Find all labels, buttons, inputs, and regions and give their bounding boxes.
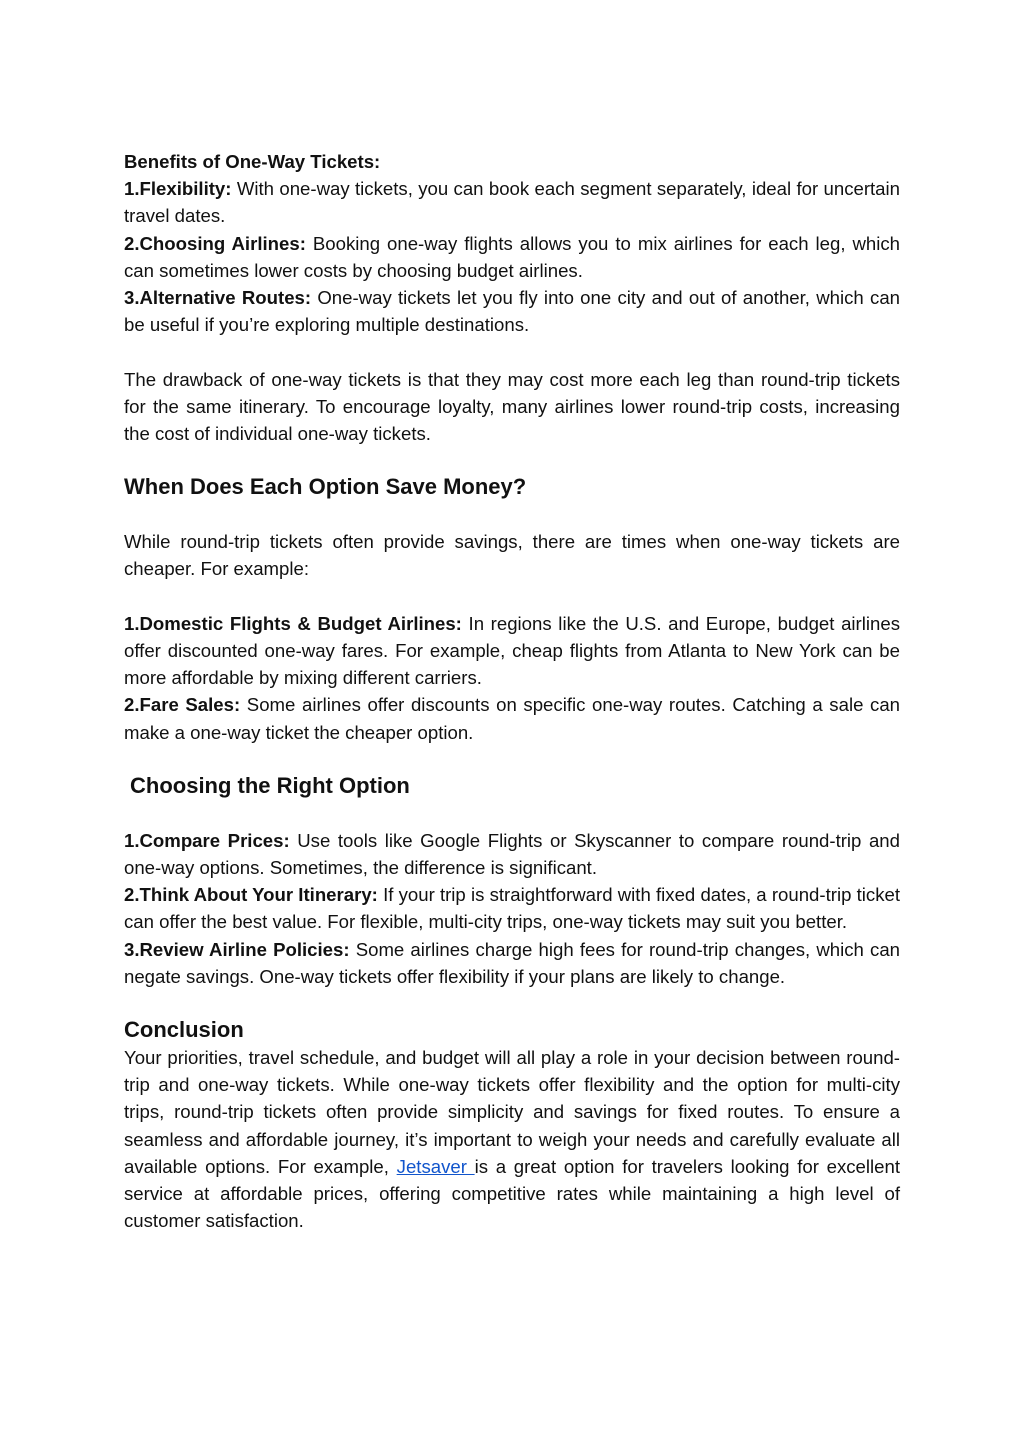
- conclusion-heading: Conclusion: [124, 1017, 244, 1043]
- benefit-item-flexibility: [124, 175, 900, 229]
- save-money-heading: When Does Each Option Save Money?: [124, 474, 527, 500]
- right-option-heading: Choosing the Right Option: [130, 772, 410, 798]
- benefit-item-text: With one-way tickets, you can book each segment separately, ideal for uncertain travel dates.: [124, 178, 900, 227]
- benefit-item-lead: 3.Alternative Routes:: [124, 287, 312, 309]
- save-item-text: In regions like the U.S. and Europe, budget airlines offer discounted one-way fares. For example, cheap flights from Atlanta to New York can be more affordable by mixing different carriers.: [124, 612, 900, 689]
- benefits-heading: Benefits of One-Way Tickets:: [124, 151, 381, 172]
- conclusion-text-before: Your priorities, travel schedule, and budget will all play a role in your decision between round-trip and one-way tickets. While one-way tickets offer flexibility and the option for multi-city trips, round-trip tickets often provide simplicity and savings for fixed routes. To ensure a seamless and affordable journey, it’s important to weigh your needs and carefully evaluate all available options. For example,: [124, 1047, 900, 1177]
- spacer: [124, 990, 900, 1016]
- save-item-text: Some airlines offer discounts on specific one-way routes. Catching a sale can make a one-way ticket the cheaper option.: [124, 694, 901, 743]
- option-item-text: Some airlines charge high fees for round-trip changes, which can negate savings. One-way tickets offer flexibility if your plans are likely to change.: [124, 938, 900, 987]
- benefit-item-text: One-way tickets let you fly into one city and out of another, which can be useful if you’re exploring multiple destinations.: [124, 287, 900, 336]
- option-item-itinerary: [124, 881, 900, 935]
- conclusion-text-after: is a great option for travelers looking for excellent service at affordable prices, offering competitive rates while maintaining a high level of customer satisfaction.: [124, 1155, 900, 1232]
- benefit-item-text: Booking one-way flights allows you to mix airlines for each leg, which can sometimes lower costs by choosing budget airlines.: [124, 232, 900, 281]
- jetsaver-link[interactable]: Jetsaver: [396, 1155, 475, 1177]
- spacer: [124, 447, 900, 473]
- option-item-lead: 2.Think About Your Itinerary:: [124, 884, 378, 906]
- option-item-text: Use tools like Google Flights or Skyscanner to compare round-trip and one-way options. Sometimes, the difference is significant.: [124, 829, 900, 879]
- option-item-text: If your trip is straightforward with fixed dates, a round-trip ticket can offer the best value. For flexible, multi-city trips, one-way tickets may suit you better.: [124, 884, 901, 933]
- spacer: [124, 800, 900, 827]
- save-item-lead: 2.Fare Sales:: [124, 694, 241, 716]
- option-item-lead: 3.Review Airline Policies:: [124, 938, 350, 960]
- benefit-item-choosing-airlines: [124, 230, 900, 284]
- option-item-lead: 1.Compare Prices:: [124, 829, 290, 851]
- spacer: [124, 746, 900, 772]
- save-item-domestic: [124, 610, 900, 692]
- spacer: [124, 583, 900, 610]
- option-item-policies: [124, 936, 900, 990]
- benefit-item-lead: 1.Flexibility:: [124, 178, 232, 200]
- option-item-compare-prices: [124, 827, 900, 881]
- spacer: [124, 501, 900, 528]
- drawback-paragraph: The drawback of one-way tickets is that they may cost more each leg than round-trip tickets for the same itinerary. To encourage loyalty, many airlines lower round-trip costs, increasing the cost of individual one-way tickets.: [124, 368, 900, 445]
- benefit-item-alternative-routes: [124, 284, 900, 338]
- spacer: [124, 338, 900, 365]
- conclusion-paragraph: [124, 1044, 900, 1234]
- save-item-fare-sales: [124, 691, 900, 745]
- save-item-lead: 1.Domestic Flights & Budget Airlines:: [124, 612, 462, 634]
- save-money-intro: While round-trip tickets often provide savings, there are times when one-way tickets are cheaper. For example:: [124, 531, 900, 580]
- benefit-item-lead: 2.Choosing Airlines:: [124, 232, 306, 254]
